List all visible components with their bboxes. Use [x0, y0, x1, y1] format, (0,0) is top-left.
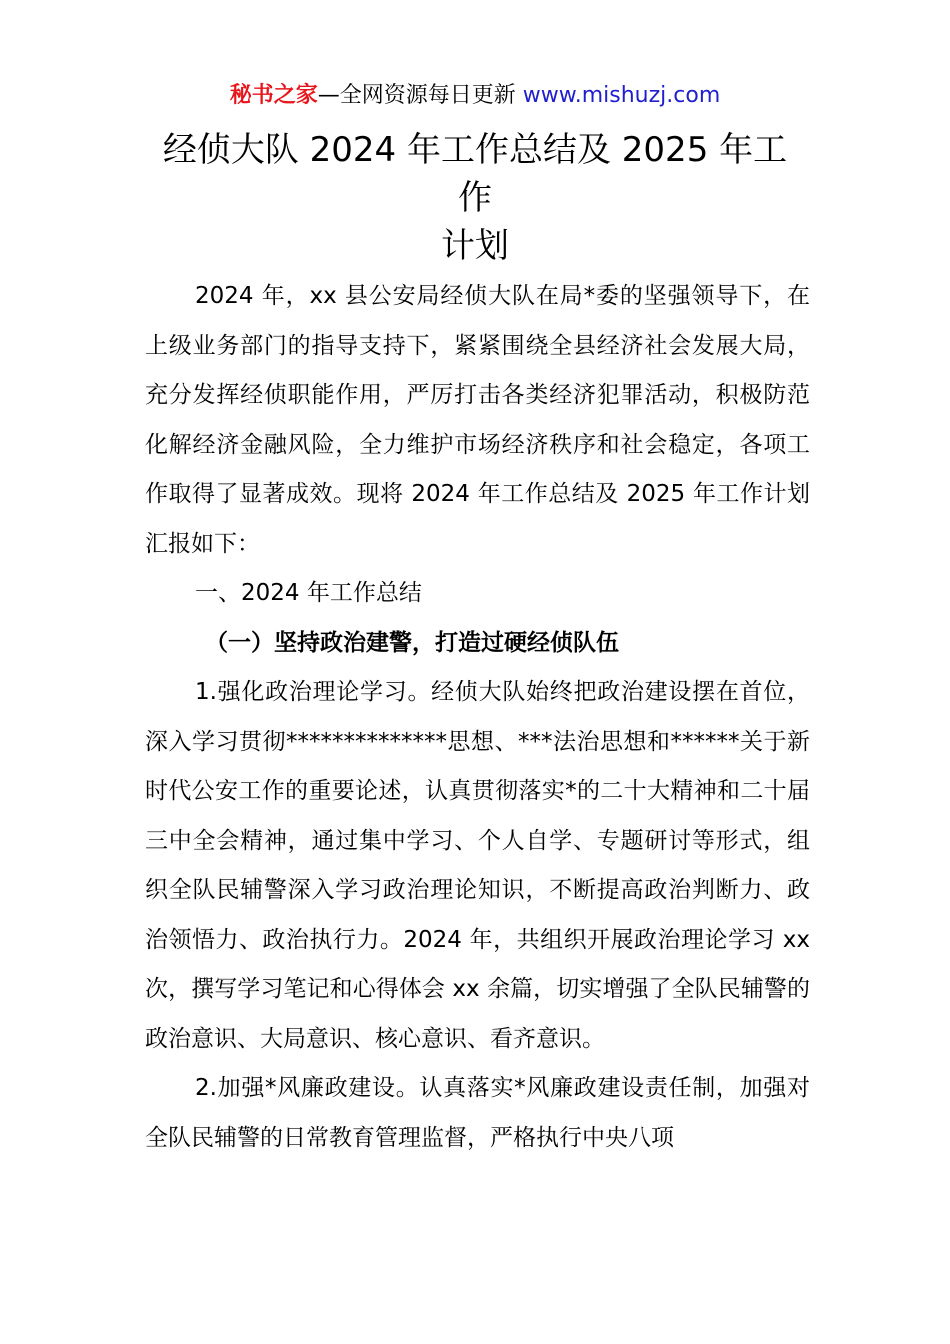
section-heading: 一、2024 年工作总结: [195, 580, 422, 606]
intro-paragraph: 2024 年，xx 县公安局经侦大队在局*委的坚强领导下，在上级业务部门的指导支持下，紧紧围绕全县经济社会发展大局，充分发挥经侦职能作用，严厉打击各类经济犯罪活动，积极防范化解经济金融风险，全力维护市场经济秩序和社会稳定，各项工作取得了显著成效。现将 2024 年工作总结及 2025 年工作计划汇报如下：: [145, 283, 810, 557]
site-brand: 秘书之家: [229, 83, 318, 108]
title-line-2: 作: [458, 178, 492, 218]
document-body: [145, 272, 810, 1163]
site-header: [0, 80, 950, 112]
document-title: [100, 126, 850, 270]
paragraph-integrity-building: 2.加强*风廉政建设。认真落实*风廉政建设责任制，加强对全队民辅警的日常教育管理监督，严格执行中央八项: [145, 1075, 810, 1151]
title-line-1: 经侦大队 2024 年工作总结及 2025 年工: [162, 130, 788, 170]
subsection-heading: （一）坚持政治建警，打造过硬经侦队伍: [205, 629, 619, 656]
site-url-link[interactable]: www.mishuzj.com: [522, 83, 721, 108]
paragraph-political-study: 1.强化政治理论学习。经侦大队始终把政治建设摆在首位，深入学习贯彻**************思想、***法治思想和******关于新时代公安工作的重要论述，认真贯彻落实*的二十大精神和二十届三中全会精神，通过集中学习、个人自学、专题研讨等形式，组织全队民辅警深入学习政治理论知识，不断提高政治判断力、政治领悟力、政治执行力。2024 年，共组织开展政治理论学习 xx 次，撰写学习笔记和心得体会 xx 余篇，切实增强了全队民辅警的政治意识、大局意识、核心意识、看齐意识。: [145, 679, 810, 1052]
title-line-3: 计划: [441, 226, 509, 266]
site-tagline: —全网资源每日更新: [317, 83, 523, 108]
